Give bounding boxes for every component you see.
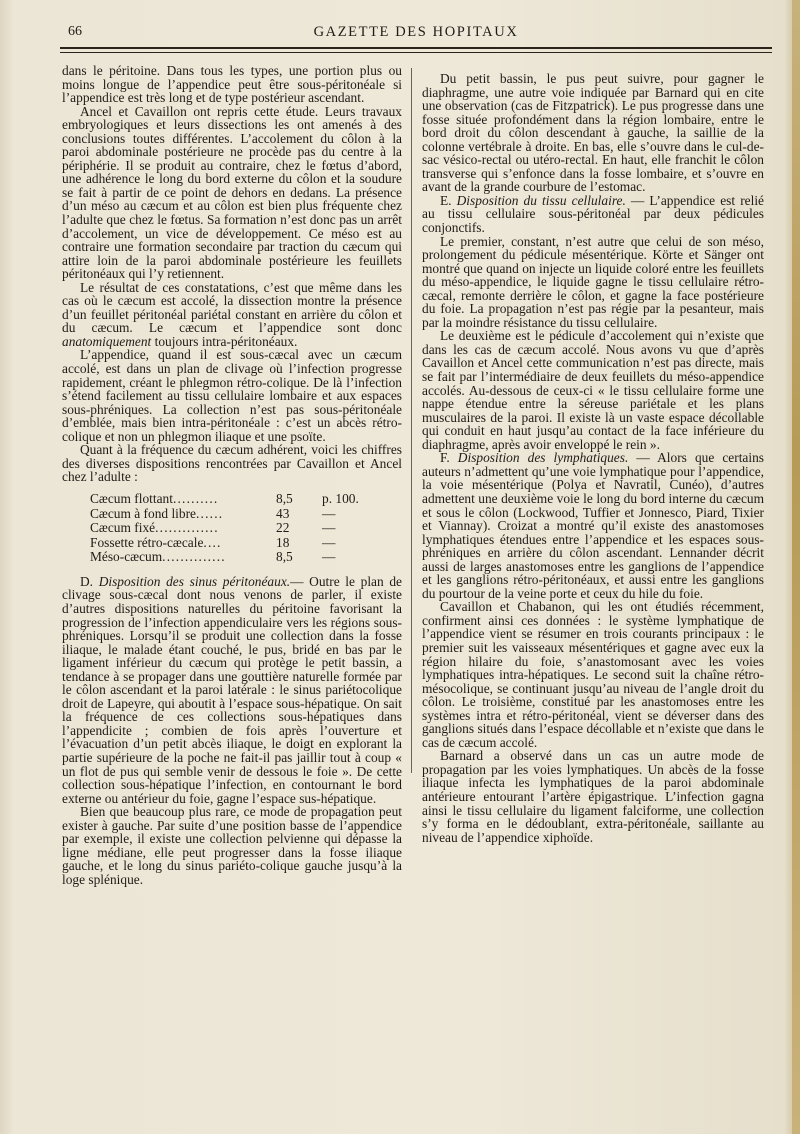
header-rule-thin	[60, 52, 772, 53]
paragraph: Ancel et Cavaillon ont repris cette étude. Leurs travaux embryologiques et leurs dissections les ont amenés à des conclusions toutes différentes. L’accolement du côlon à la paroi abdominale postérieure ne procède pas du centre à la périphérie. Il se produit au contraire, chez le fœtus d’abord, une adhérence le long du bord externe du côlon et la soudure se fait à partir de ce point de dehors en dedans. La présence d’un méso au cæcum et au côlon est bien plus fréquente chez l’adulte que chez le fœtus. Sa formation n’est donc pas un arrêt d’accolement, un vice de développement. Ce méso est au contraire une formation secondaire par traction du cæcum qui attire loin de la paroi abdominale postérieure les feuillets péritonéaux qui l’y retiennent.	[62, 103, 402, 282]
page-edge	[792, 0, 800, 1134]
header-rule-thick	[60, 47, 772, 49]
leader-dots: ....	[203, 535, 222, 550]
section-letter: D.	[80, 573, 99, 589]
paragraph	[422, 451, 764, 600]
section-heading: Disposition du tissu cellulaire.	[456, 192, 626, 208]
paragraph	[62, 575, 402, 805]
journal-title: GAZETTE DES HOPITAUX	[313, 24, 519, 40]
row-value: 8,5	[276, 490, 293, 506]
row-unit: —	[322, 520, 336, 536]
emphasis-text: anatomiquement	[62, 333, 152, 349]
section-heading: Disposition des sinus péritonéaux.	[98, 573, 291, 589]
right-column	[422, 72, 764, 844]
row-value: 8,5	[276, 549, 293, 565]
table-row	[90, 550, 380, 565]
paragraph: Quant à la fréquence du cæcum adhérent, voici les chiffres des diverses dispositions rencontrées par Cavaillon et Ancel chez l’adulte :	[62, 442, 402, 485]
row-label: Méso-cæcum	[90, 549, 163, 565]
frequency-table	[90, 492, 380, 565]
row-unit: p. 100.	[322, 490, 359, 506]
row-label: Fossette rétro-cæcale	[90, 534, 204, 550]
row-label: Cæcum fixé	[90, 520, 156, 536]
paragraph: Barnard a observé dans un cas un autre mode de propagation par les voies lymphatiques. Un abcès de la fosse iliaque infecta les lymphatiques de la paroi abdominale antérieure entourant l’artère épigastrique. L’infection gagna ainsi le tissu cellulaire du ligament falciforme, une collection s’y forma en le dédoublant, extra-péritonéale, saillante au niveau de l’appendice xiphoïde.	[422, 748, 764, 845]
paragraph: dans le péritoine. Dans tous les types, une portion plus ou moins longue de l’appendice peut être sous-péritonéale si l’appendice est très long et de type postérieur ascendant.	[62, 63, 402, 106]
paragraph-text: — L’appendice est relié au tissu cellulaire sous-péritonéal par deux pédicules conjonctifs.	[422, 192, 764, 236]
row-unit: —	[322, 534, 336, 550]
leader-dots: ..............	[155, 521, 219, 536]
paragraph: Du petit bassin, le pus peut suivre, pour gagner le diaphragme, une autre voie indiquée par Barnard qui en cite une observation (cas de Fitzpatrick). Le pus progresse dans une fosse située profondément dans la région lombaire, entre le bord droit du côlon descendant à gauche, la saillie de la colonne vertébrale à droite. En bas, elle s’ouvre dans le cul-de-sac vésico-rectal ou utéro-rectal. En haut, elle franchit le côlon transverse qui s’enfonce dans la fosse lombaire, et s’ouvre en avant de la grande courbure de l’estomac.	[422, 71, 764, 195]
leader-dots: ......	[196, 506, 224, 521]
row-label: Cæcum à fond libre	[90, 505, 196, 521]
row-unit: —	[322, 505, 336, 521]
leader-dots: ..............	[162, 550, 226, 565]
left-column	[62, 64, 402, 887]
paragraph-text: — Alors que certains auteurs n’admettent qu’une voie lymphatique pour l’appendice, la voie mésentérique (Polya et Navratil, Cunéo), d’autres admettent une deuxième voie le long du bord interne du cæcum et sous le côlon (Lockwood, Tuffier et Jonnesco, Piard, Tixier et Viannay). Croizat a montré qu’il existe des anastomoses lymphatiques étendues entre l’appendice et les espaces sous-phréniques en arrière du côlon ascendant. Lennander décrit aussi de larges anastomoses entre les ganglions de l’appendice et les ganglions rétro-péritonéaux, et aussi entre les ganglions du pourtour de la veine porte et ceux du hile du foie.	[422, 450, 764, 601]
paragraph-text: toujours intra-péritonéaux.	[151, 333, 298, 349]
paragraph	[62, 281, 402, 349]
paragraph: Le premier, constant, n’est autre que celui de son méso, prolongement du pédicule mésentérique. Körte et Sänger ont montré que quand on injecte un liquide coloré entre les feuillets du méso-appendice, le liquide gagne le tissu cellulaire rétro-cæcal, remonte derrière le côlon, et gagne la face postérieure du foie. La propagation n’est pas régie par la pesanteur, mais par la moindre résistance du tissu cellulaire.	[422, 233, 764, 330]
paragraph: Le deuxième est le pédicule d’accolement qui n’existe que dans les cas de cæcum accolé. Nous avons vu que d’après Cavaillon et Ancel cette communication n’est pas directe, mais se fait par l’intermédiaire de deux feuillets du méso-appendice accolés. Au-dessous de ceux-ci « le tissu cellulaire forme une nappe étendue entre la séreuse pariétale et les plans musculaires de la paroi. Il existe là un vaste espace décollable qui conduit en haut jusqu’au contact de la face inférieure du diaphragme, après avoir enveloppé le rein ».	[422, 328, 764, 452]
paragraph: L’appendice, quand il est sous-cæcal avec un cæcum accolé, est dans un plan de clivage où l’infection progresse rapidement, créant le phlegmon rétro-colique. De là l’infection s’étend facilement au tissu cellulaire lombaire et aux espaces sous-phréniques. La collection n’est pas sous-péritonéale d’emblée, mais bien intra-péritonéale : c’est un abcès rétro-colique et non un phlegmon iliaque et une psoïte.	[62, 347, 402, 444]
paragraph-text: — Outre le plan de clivage sous-cæcal dont nous venons de parler, il existe d’autres dispositions naturelles du péritoine favorisant la progression de l’infection appendiculaire vers les régions sous-phréniques. Lorsqu’il se produit une collection dans la fosse iliaque, le malade étant couché, le pus, bridé en bas par le ligament inférieur du cæcum qui protège le petit bassin, a tendance à se propager dans une gouttière naturelle formée par le côlon ascendant et la paroi latérale : le sinus pariétocolique droit de Lapeyre, qui aboutit à l’espace sous-hépatique. On sait la fréquence de ces collections sous-hépatiques dans l’appendicite ; combien de fois après l’ouverture et l’évacuation d’un petit abcès iliaque, le doigt en explorant la partie supérieure de la poche ne fait-il pas jaillir tout à coup « un flot de pus qui semble venir de dessous le foie ». De cette collection sous-hépatique l’infection, en contournant le bord externe ou antérieur du foie, gagne l’espace sus-hépatique.	[62, 573, 402, 806]
paragraph-text: Le résultat de ces constatations, c’est que même dans les cas où le cæcum est accolé, la dissection montre la présence d’un feuillet péritonéal pariétal constant en arrière du côlon et du cæcum. Le cæcum et l’appendice sont donc	[62, 279, 402, 336]
table-row	[90, 507, 380, 522]
row-label: Cæcum flottant	[90, 490, 173, 506]
section-letter: E.	[440, 192, 457, 208]
section-letter: F.	[440, 450, 458, 466]
paragraph	[422, 194, 764, 235]
page-header	[60, 22, 772, 48]
row-value: 18	[276, 534, 290, 550]
row-unit: —	[322, 549, 336, 565]
section-heading: Disposition des lymphatiques.	[457, 450, 629, 466]
leader-dots: ..........	[172, 491, 219, 506]
table-row	[90, 492, 380, 507]
row-value: 43	[276, 505, 290, 521]
row-value: 22	[276, 520, 290, 536]
table-row	[90, 536, 380, 551]
paragraph: Cavaillon et Chabanon, qui les ont étudiés récemment, confirment ainsi ces données : le système lymphatique de l’appendice vient se résumer en trois courants principaux : le premier suit les vaisseaux mésentériques et gagne avec eux la région hilaire du foie, s’anastomosant avec les voies lymphatiques intra-hépatiques. Le second suit la chaîne rétro-mésocolique, se continuant jusqu’au niveau de l’angle droit du côlon. Le troisième, constitué par les anastomoses entre les systèmes intra et rétro-péritonéal, vient se déverser dans des ganglions situés dans l’espace décollable et n’existe que dans le cas de cæcum accolé.	[422, 599, 764, 750]
paragraph: Bien que beaucoup plus rare, ce mode de propagation peut exister à gauche. Par suite d’une position basse de l’appendice par exemple, il existe une collection pelvienne qui dépasse la ligne médiane, elle peut progresser dans la fosse iliaque gauche, et le long du sinus pariéto-colique gauche jusqu’à la loge splénique.	[62, 804, 402, 887]
table-row	[90, 521, 380, 536]
column-divider	[411, 68, 412, 773]
page-number: 66	[68, 24, 82, 39]
